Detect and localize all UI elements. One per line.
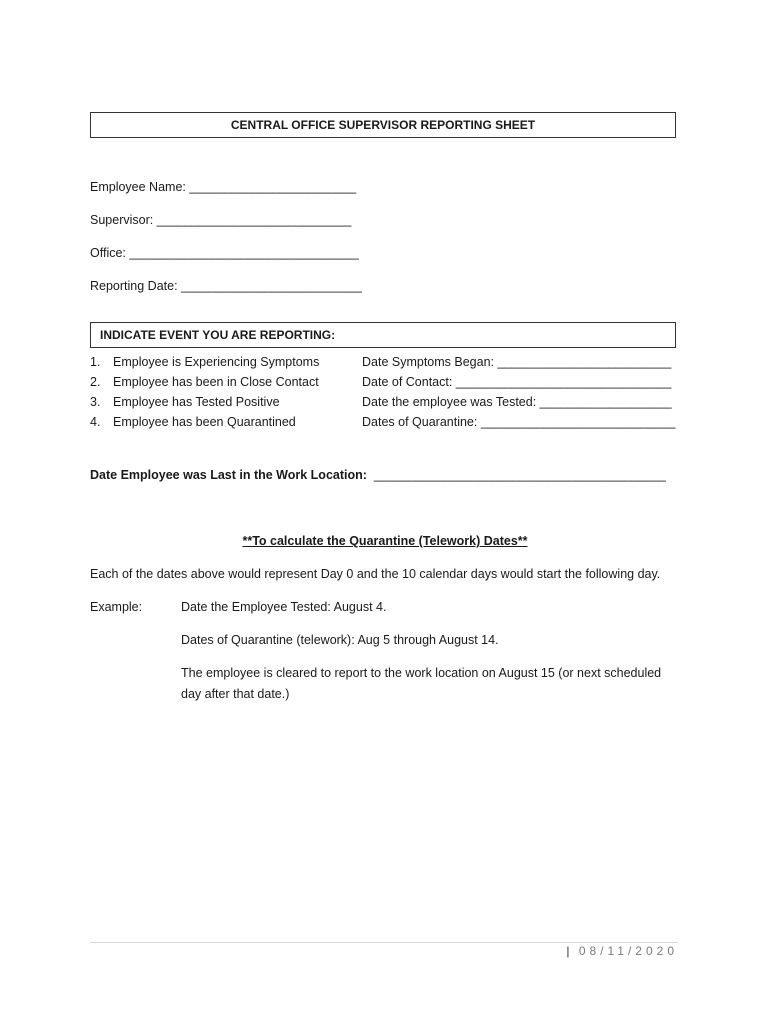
example-tested: Date the Employee Tested: August 4. (181, 600, 387, 614)
example-quarantine: Dates of Quarantine (telework): Aug 5 through August 14. (181, 633, 499, 647)
event-label[interactable]: Employee has Tested Positive (113, 395, 280, 409)
office-field[interactable]: Office: _________________________________ (90, 246, 359, 260)
event-row (90, 355, 680, 373)
last-location-label: Date Employee was Last in the Work Location: (90, 468, 367, 482)
event-row (90, 415, 680, 433)
footer-date-text: 08/11/2020 (578, 944, 678, 958)
event-date-field[interactable]: Dates of Quarantine: ____________________________ (362, 415, 676, 429)
reporting-date-field[interactable]: Reporting Date: __________________________ (90, 279, 362, 293)
event-date-field[interactable]: Date Symptoms Began: _________________________ (362, 355, 672, 369)
event-number: 2. (90, 375, 101, 389)
employee-name-field[interactable]: Employee Name: ________________________ (90, 180, 357, 194)
event-number: 4. (90, 415, 101, 429)
example-cleared: The employee is cleared to report to the work location on August 15 (or next scheduled day after that date.) (181, 666, 662, 701)
event-number: 3. (90, 395, 101, 409)
calculation-heading: **To calculate the Quarantine (Telework) Dates** (242, 534, 528, 548)
event-date-field[interactable]: Date the employee was Tested: ___________________ (362, 395, 672, 409)
example-label: Example: (90, 600, 143, 614)
last-location-field[interactable] (90, 468, 666, 482)
event-row (90, 375, 680, 393)
event-section-header (90, 322, 676, 348)
calculation-intro: Each of the dates above would represent Day 0 and the 10 calendar days would start the following day. (90, 567, 661, 581)
event-row (90, 395, 680, 413)
event-number: 1. (90, 355, 101, 369)
footer-divider (90, 942, 678, 943)
footer-separator: | (566, 944, 572, 958)
footer-date (566, 944, 678, 958)
event-date-field[interactable]: Date of Contact: _______________________________ (362, 375, 672, 389)
event-label[interactable]: Employee is Experiencing Symptoms (113, 355, 320, 369)
event-label[interactable]: Employee has been in Close Contact (113, 375, 319, 389)
event-label[interactable]: Employee has been Quarantined (113, 415, 296, 429)
sheet-title-box (90, 112, 676, 138)
event-section-title: INDICATE EVENT YOU ARE REPORTING: (100, 328, 336, 342)
sheet-title: CENTRAL OFFICE SUPERVISOR REPORTING SHEET (230, 118, 536, 132)
supervisor-field[interactable]: Supervisor: ____________________________ (90, 213, 352, 227)
last-location-blank[interactable]: __________________________________________ (373, 468, 666, 482)
